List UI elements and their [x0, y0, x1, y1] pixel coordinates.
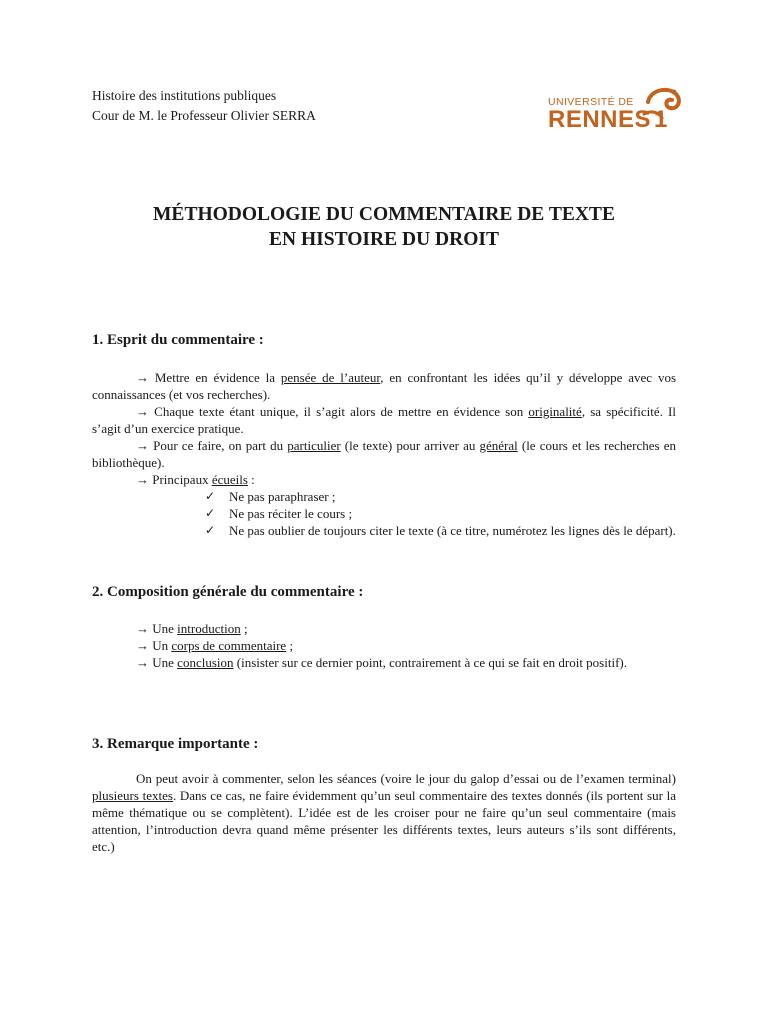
text-run: → Mettre en évidence la — [136, 370, 281, 385]
text-run: . Dans ce cas, ne faire évidemment qu’un seul commentaire des textes donnés (ils portent sur la même thématique ou se complètent). L’idée est de les croiser pour ne faire qu’un seul commentaire (mais attention, l’introduction devra quand même présenter les différents textes, leurs auteurs s’ils sont différents, etc.) — [92, 788, 676, 854]
section1-heading: 1. Esprit du commentaire : — [92, 332, 264, 348]
underlined-term: particulier — [287, 438, 341, 453]
section3-heading: 3. Remarque importante : — [92, 736, 259, 752]
course-name: Histoire des institutions publiques — [92, 88, 277, 103]
text-run: → Principaux — [136, 472, 212, 487]
professor-prefix: Cour de M. le Professeur Olivier S — [92, 108, 280, 123]
list-item-text: Ne pas oublier de toujours citer le texte (à ce titre, numérotez les lignes dès le départ). — [229, 523, 676, 538]
section2-heading: 2. Composition générale du commentaire : — [92, 584, 364, 600]
section1-paragraph-2 — [92, 403, 676, 437]
professor-line — [92, 106, 316, 126]
text-run: → Chaque texte étant unique, il s’agit alors de mettre en évidence son — [136, 404, 529, 419]
underlined-term: introduction — [177, 621, 241, 636]
text-run: (insister sur ce dernier point, contrairement à ce qui se fait en droit positif). — [233, 655, 627, 670]
underlined-term: originalité — [528, 404, 582, 419]
text-run: → Une — [136, 621, 178, 636]
pitfalls-list — [205, 488, 676, 539]
check-mark-icon: ✓ — [205, 506, 216, 520]
text-run: , en confrontant les idées qu’il y développe avec vos connaissances (et vos recherches). — [92, 370, 677, 402]
list-item — [205, 488, 676, 505]
underlined-term: corps de commentaire — [171, 638, 287, 653]
course-header — [92, 86, 316, 126]
document-title — [0, 202, 768, 252]
section3-paragraph — [92, 770, 676, 855]
underlined-term: plusieurs textes — [92, 788, 173, 803]
section1-paragraph-4 — [92, 471, 676, 488]
underlined-term: pensée de l’auteur — [280, 370, 381, 385]
text-run: , sa spécificité. Il s’agit d’un exercice pratique. — [92, 404, 676, 436]
section1-paragraph-3 — [92, 437, 676, 471]
text-run: → Un — [136, 638, 172, 653]
section2-line-1 — [92, 620, 676, 637]
underlined-term: conclusion — [177, 655, 234, 670]
title-line2: EN HISTOIRE DU DROIT — [269, 229, 499, 250]
underlined-term: écueils — [211, 472, 248, 487]
text-run: : — [247, 472, 255, 487]
section2-line-3 — [92, 654, 676, 671]
text-run: → Une — [136, 655, 178, 670]
list-item-text: Ne pas paraphraser ; — [229, 489, 336, 504]
list-item — [205, 505, 676, 522]
check-mark-icon: ✓ — [205, 489, 216, 503]
professor-suffix: ERRA — [279, 108, 316, 123]
ermine-logo-icon — [638, 84, 684, 124]
text-run: ; — [286, 638, 294, 653]
logo-rennes-text: RENNES — [548, 106, 652, 133]
text-run: On peut avoir à commenter, selon les séances (voire le jour du galop d’essai ou de l’examen terminal) — [136, 771, 676, 786]
university-logo — [548, 84, 684, 134]
text-run: → Pour ce faire, on part du — [136, 438, 288, 453]
logo-line1: UNIVERSITÉ DE — [548, 96, 634, 108]
section1-paragraph-1 — [92, 369, 676, 403]
underlined-term: général — [479, 438, 518, 453]
list-item-text: Ne pas réciter le cours ; — [229, 506, 353, 521]
title-line1: MÉTHODOLOGIE DU COMMENTAIRE DE TEXTE — [153, 204, 615, 225]
check-mark-icon: ✓ — [205, 523, 216, 537]
logo-digit: 1 — [654, 106, 668, 133]
list-item — [205, 522, 676, 539]
section2-line-2 — [92, 637, 676, 654]
text-run: (le texte) pour arriver au — [340, 438, 480, 453]
text-run: (le cours et les recherches en bibliothèque). — [92, 438, 677, 470]
text-run: ; — [240, 621, 248, 636]
